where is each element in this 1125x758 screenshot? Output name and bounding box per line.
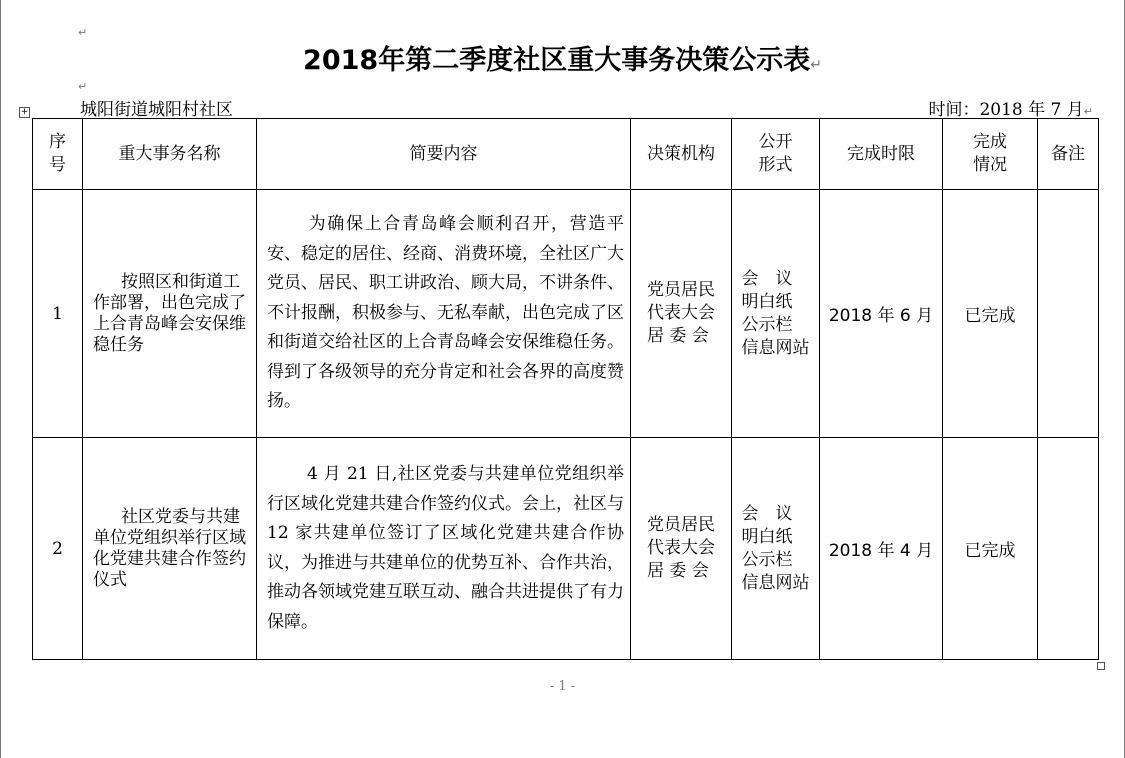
page-number: - 1 - [549,679,576,694]
row-status: 已完成 [943,190,1038,438]
row-disclosure: 会 议 明白纸 公示栏 信息网站 [732,190,820,438]
header-deadline: 完成时限 [820,119,943,190]
row-remark [1038,438,1099,660]
row-name: 按照区和街道工作部署，出色完成了上合青岛峰会安保维稳任务 [83,190,257,438]
header-name: 重大事务名称 [83,119,257,190]
row-seq: 1 [33,190,83,438]
table-resize-handle-icon[interactable] [1097,662,1105,670]
paragraph-mark-icon: ↵ [78,80,88,93]
row-deadline: 2018 年 4 月 [820,438,943,660]
paragraph-mark-icon: ↵ [810,57,822,73]
paragraph-mark-icon: ↵ [78,26,88,39]
header-seq: 序 号 [33,119,83,190]
row-decision-body: 党员居民 代表大会 居 委 会 [631,438,732,660]
table-row [33,190,1099,438]
header-remark: 备注 [1038,119,1099,190]
row-name: 社区党委与共建单位党组织举行区域化党建共建合作签约仪式 [83,438,257,660]
paragraph-mark-icon: ↵ [1083,105,1093,118]
row-deadline: 2018 年 6 月 [820,190,943,438]
page-edge-left [0,0,1,758]
row-seq: 2 [33,438,83,660]
community-name: 城阳街道城阳村社区 [80,100,233,120]
row-status: 已完成 [943,438,1038,660]
table-header-row [33,119,1099,190]
row-decision-body: 党员居民 代表大会 居 委 会 [631,190,732,438]
document-title: 2018年第二季度社区重大事务决策公示表↵ [303,45,822,76]
header-status: 完成 情况 [943,119,1038,190]
header-body: 决策机构 [631,119,732,190]
table-row [33,438,1099,660]
table-move-handle-icon[interactable]: + [20,107,29,117]
header-summary: 简要内容 [257,119,631,190]
publish-time: 时间：2018 年 7 月↵ [928,100,1093,120]
row-disclosure: 会 议 明白纸 公示栏 信息网站 [732,438,820,660]
row-remark [1038,190,1099,438]
row-summary: 为确保上合青岛峰会顺利召开，营造平安、稳定的居住、经商、消费环境，全社区广大党员、居民、职工讲政治、顾大局，不讲条件、不计报酬，积极参与、无私奉献，出色完成了区和街道交给社区的上合青岛峰会安保维稳任务。得到了各级领导的充分肯定和社会各界的高度赞扬。 [257,190,631,438]
row-summary: 4 月 21 日,社区党委与共建单位党组织举行区域化党建共建合作签约仪式。会上，社区与 12 家共建单位签订了区域化党建共建合作协议，为推进与共建单位的优势互补、合作共治，推动各领域党建互联互动、融合共进提供了有力保障。 [257,438,631,660]
decision-table [32,118,1099,660]
header-disclosure: 公开 形式 [732,119,820,190]
